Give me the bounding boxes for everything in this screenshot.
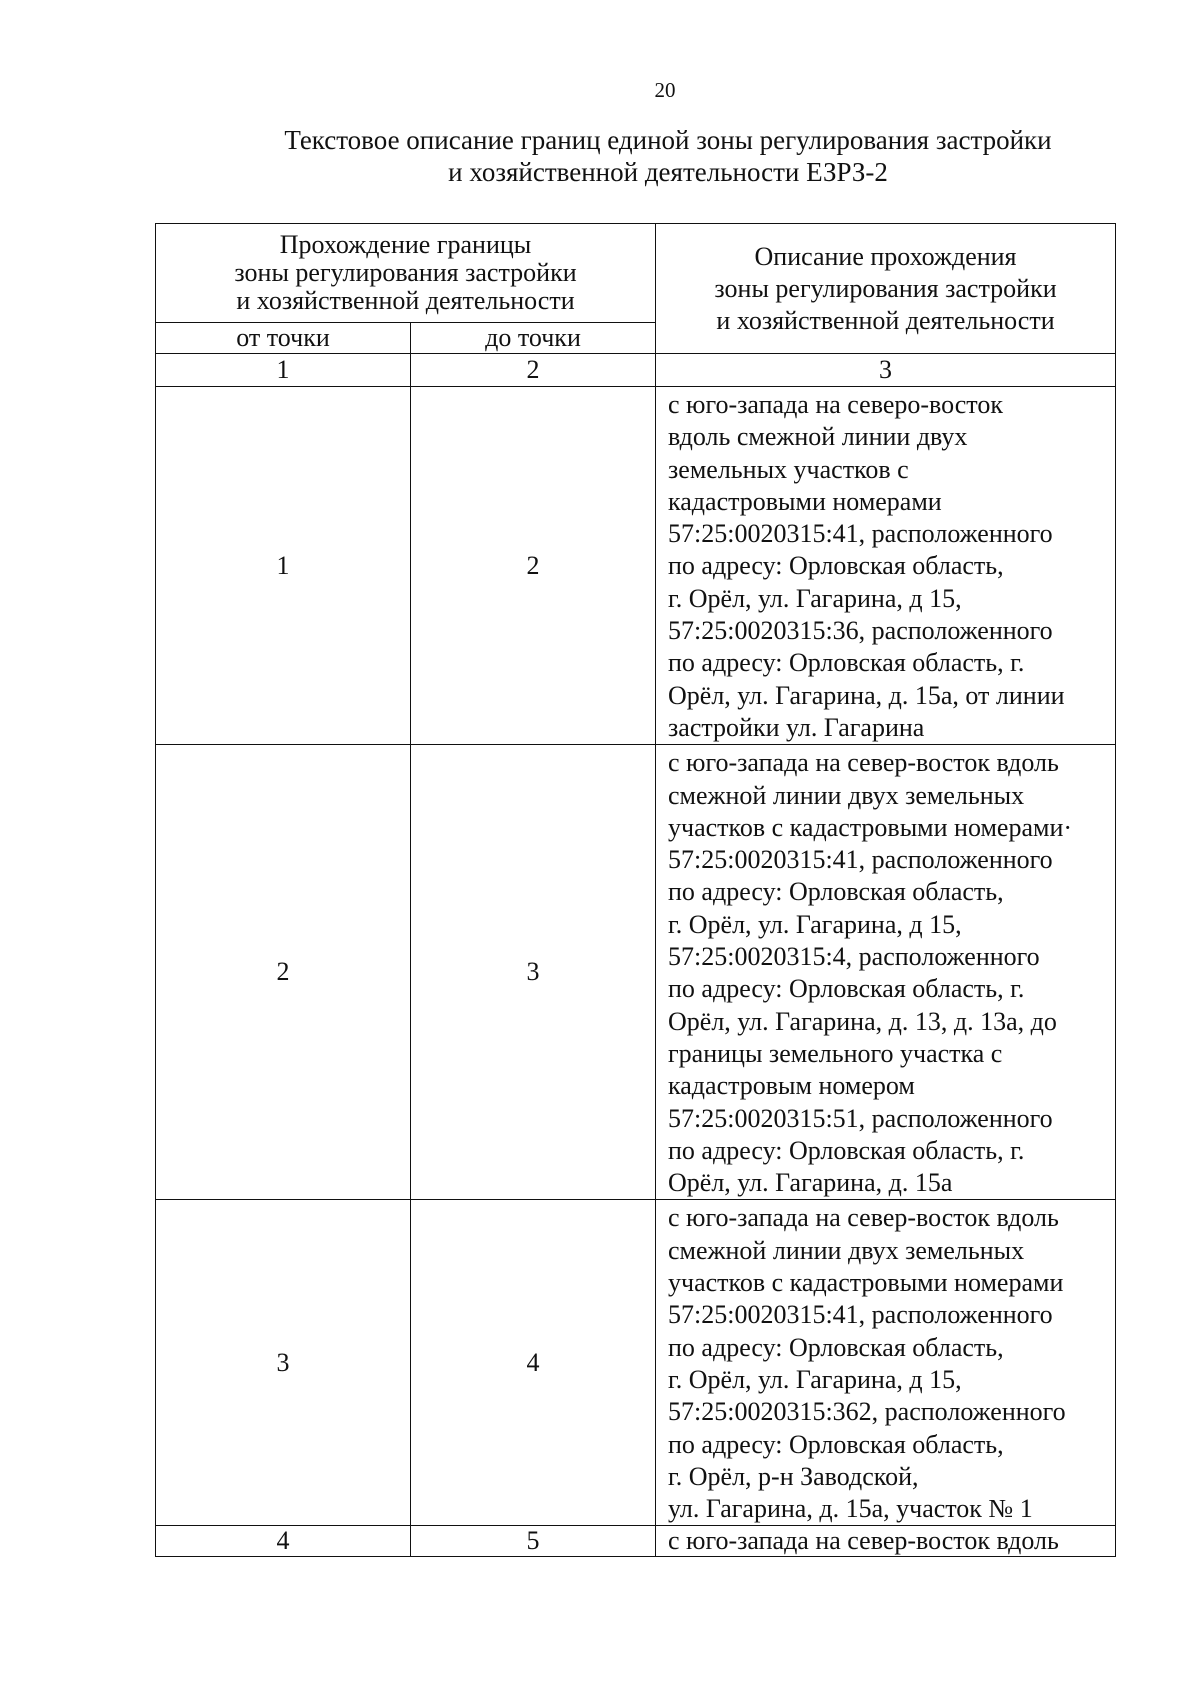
description-line: г. Орёл, ул. Гагарина, д 15, [668,909,962,939]
description-line: участков с кадастровыми номерами [668,1268,1064,1298]
document-title [150,124,1186,188]
column-number: 2 [411,354,656,387]
description-cell [656,1200,1116,1526]
description-line: по адресу: Орловская область, [668,551,1004,581]
description-cell [656,387,1116,745]
description-line: по адресу: Орловская область, [668,877,1004,907]
description-line: с юго-запада на северо-восток [668,390,1003,419]
header-description-line: и хозяйственной деятельности [716,305,1055,335]
description-line: г. Орёл, ул. Гагарина, д 15, [668,1364,962,1394]
description-line: вдоль смежной линии двух [668,422,968,452]
header-description-line: Описание прохождения [754,241,1017,271]
document-title-line-2: и хозяйственной деятельности ЕЗРЗ-2 [448,157,888,187]
description-line: застройки ул. Гагарина [668,712,925,742]
description-line: Орёл, ул. Гагарина, д. 15а [668,1168,953,1198]
header-group-line: и хозяйственной деятельности [236,286,575,315]
description-line: 57:25:0020315:41, расположенного [668,1300,1053,1330]
column-number-row [156,354,1116,387]
description-line: кадастровыми номерами [668,486,942,516]
to-point-cell: 2 [411,387,656,745]
description-line: 57:25:0020315:41, расположенного [668,519,1053,549]
description-cell [656,745,1116,1200]
description-line: смежной линии двух земельных [668,780,1025,810]
to-point-cell: 5 [411,1526,656,1557]
description-line: участков с кадастровыми номерами· [668,812,1073,842]
table-row [156,1200,1116,1526]
description-line: 57:25:0020315:51, расположенного [668,1103,1053,1133]
header-group-line: Прохождение границы [279,230,532,259]
description-line: Орёл, ул. Гагарина, д. 13, д. 13а, до [668,1006,1057,1036]
header-description-line: зоны регулирования застройки [714,273,1057,303]
table-row [156,387,1116,745]
from-point-cell: 2 [156,745,411,1200]
description-line: границы земельного участка с [668,1038,1003,1068]
description-cell [656,1526,1116,1557]
description-line: по адресу: Орловская область, [668,1429,1004,1459]
column-number: 1 [156,354,411,387]
description-line: по адресу: Орловская область, г. [668,648,1025,678]
description-line: 57:25:0020315:362, расположенного [668,1397,1066,1427]
header-row [156,224,1116,323]
to-point-cell: 4 [411,1200,656,1526]
description-line: земельных участков с [668,454,909,484]
boundary-table [155,223,1116,1557]
description-line: кадастровым номером [668,1071,915,1101]
header-description [656,224,1116,354]
description-line: с юго-запада на север-восток вдоль [668,748,1059,778]
description-line: 57:25:0020315:4, расположенного [668,942,1040,972]
description-line: 57:25:0020315:41, расположенного [668,845,1053,875]
description-line: по адресу: Орловская область, [668,1332,1004,1362]
header-from-point: от точки [156,323,411,354]
header-to-point: до точки [411,323,656,354]
description-line: 57:25:0020315:36, расположенного [668,616,1053,646]
header-boundary-passage [156,224,656,323]
from-point-cell: 1 [156,387,411,745]
description-line: ул. Гагарина, д. 15а, участок № 1 [668,1494,1033,1524]
description-line: Орёл, ул. Гагарина, д. 15а, от линии [668,680,1065,710]
description-line: г. Орёл, ул. Гагарина, д 15, [668,583,962,613]
column-number: 3 [656,354,1116,387]
description-line: смежной линии двух земельных [668,1235,1025,1265]
description-line: по адресу: Орловская область, г. [668,1135,1025,1165]
description-line: г. Орёл, р-н Заводской, [668,1461,919,1491]
table-row [156,1526,1116,1557]
description-line: с юго-запада на север-восток вдоль [668,1526,1059,1556]
description-line: по адресу: Орловская область, г. [668,974,1025,1004]
document-title-line-1: Текстовое описание границ единой зоны регулирования застройки [284,125,1052,155]
to-point-cell: 3 [411,745,656,1200]
page-number: 20 [654,78,676,102]
description-line: с юго-запада на север-восток вдоль [668,1203,1059,1233]
from-point-cell: 4 [156,1526,411,1557]
header-group-line: зоны регулирования застройки [234,258,577,287]
table-row [156,745,1116,1200]
from-point-cell: 3 [156,1200,411,1526]
